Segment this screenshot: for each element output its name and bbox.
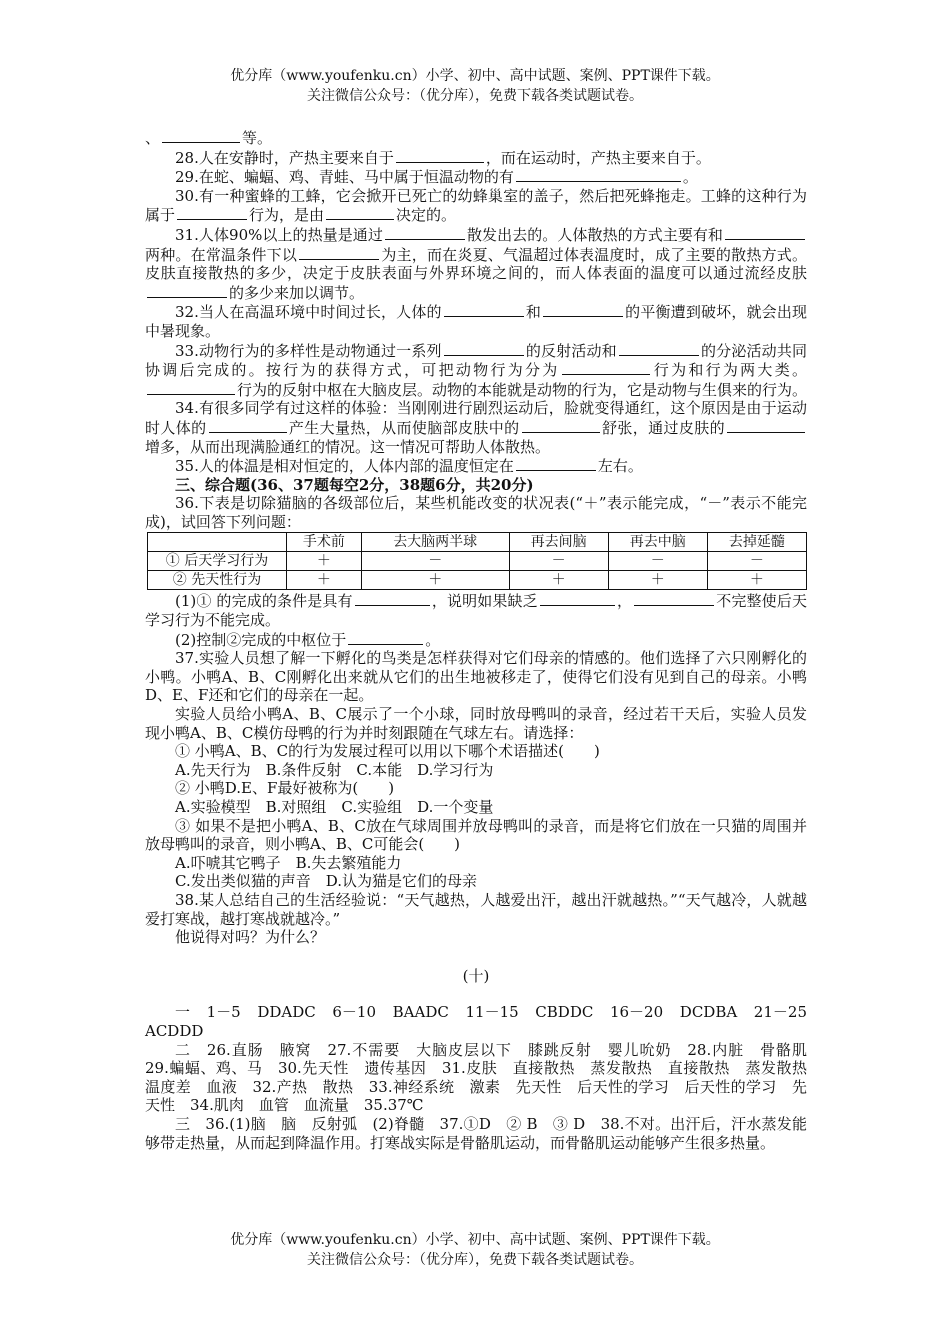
question-37-sub-3: ③ 如果不是把小鸭A、B、C放在气球周围并放母鸭叫的录音，而是将它们放在一只猫的周围并放母鸭叫的录音，则小鸭A、B、C可能会( ) [145, 816, 807, 854]
answer-blank[interactable] [444, 302, 524, 317]
header-line-1: 优分库（www.youfenku.cn）小学、初中、高中试题、案例、PPT课件下载。 [230, 68, 720, 84]
question-37-sub-2: ② 小鸭D.E、F最好被称为( ) [175, 779, 395, 798]
table-cell: ＋ [608, 571, 707, 590]
answer-blank[interactable] [348, 630, 423, 645]
answer-blank[interactable] [444, 341, 524, 356]
answer-blank[interactable] [147, 380, 235, 395]
answer-blank[interactable] [540, 591, 615, 606]
section-3-title: 三、综合题(36、37题每空2分，38题6分，共20分) [175, 475, 534, 494]
question-37-sub-2-options: A.实验模型 B.对照组 C.实验组 D.一个变量 [175, 798, 494, 816]
answer-blank[interactable] [727, 418, 805, 433]
answer-section-title: (十) [462, 966, 490, 985]
table-header-cell: 再去间脑 [509, 533, 608, 552]
question-37-para-2: 实验人员给小鸭A、B、C展示了一个小球，同时放母鸭叫的录音，经过若干天后，实验人员发现小鸭A、B、C模仿母鸭的行为并时刻跟随在气球左右。请选择： [145, 705, 807, 742]
table-cell: － [608, 552, 707, 571]
question-32: 32.当人在高温环境中时间过长，人体的 和 的平衡遭到破坏，就会出现中暑现象。 [145, 303, 807, 340]
answer-blank[interactable] [326, 205, 394, 220]
answers-part-1: 一 1－5 DDADC 6－10 BAADC 11－15 CBDDC 16－20 DCDBA 21－25 ACDDD [145, 1003, 823, 1040]
table-header-cell: 手术前 [287, 533, 362, 552]
answer-blank[interactable] [355, 591, 430, 606]
table-cell: － [707, 552, 806, 571]
answer-blank[interactable] [147, 283, 227, 298]
table-header-cell: 去大脑两半球 [361, 533, 509, 552]
question-29: 29.在蛇、蝙蝠、鸡、青蛙、马中属于恒温动物的有 。 [175, 168, 698, 187]
table-cell: － [361, 552, 509, 571]
table-header-cell [148, 533, 287, 552]
table-cell: ＋ [707, 571, 806, 590]
header-line-2: 关注微信公众号：（优分库），免费下载各类试题试卷。 [307, 88, 643, 104]
table-row [148, 552, 807, 571]
table-cell: ＋ [287, 571, 362, 590]
question-27-tail: 、 等。 [145, 129, 273, 147]
answer-blank[interactable] [634, 591, 714, 606]
table-cell: ＋ [361, 571, 509, 590]
answer-blank[interactable] [516, 167, 681, 182]
cat-brain-table [147, 532, 807, 590]
answer-blank[interactable] [522, 418, 600, 433]
table-cell: ＋ [509, 571, 608, 590]
question-37-sub-1-options: A.先天行为 B.条件反射 C.本能 D.学习行为 [175, 760, 494, 779]
answer-blank[interactable] [725, 225, 805, 240]
table-header-cell: 再去中脑 [608, 533, 707, 552]
table-cell: ① 后天学习行为 [148, 552, 287, 571]
question-30: 30.有一种蜜蜂的工蜂，它会掀开已死亡的幼蜂巢室的盖子，然后把死蜂拖走。工蜂的这种行为属于 行为，是由 决定的。 [145, 186, 807, 225]
page-footer [0, 1230, 950, 1270]
question-37-para-1: 37.实验人员想了解一下孵化的鸟类是怎样获得对它们母亲的情感的。他们选择了六只刚孵化的小鸭。小鸭A、B、C刚孵化出来就从它们的出生地被移走了，使得它们没有见到自己的母亲。小鸭D、E、F还和它们的母亲在一起。 [145, 649, 807, 705]
table-row [148, 571, 807, 590]
answer-blank[interactable] [619, 341, 699, 356]
question-36-part-1: (1)① 的完成的条件是具有 ，说明如果缺乏 ， 不完整使后天学习行为不能完成。 [145, 592, 807, 630]
question-33: 33.动物行为的多样性是动物通过一系列 的反射活动和 的分泌活动共同协调后完成的。按行为的获得方式，可把动物行为分为 行为和行为两大类。行为的反射中枢在大脑皮层。动物的本能就是动物的行为，它是动物与生俱来的行为。 [145, 341, 808, 399]
answer-blank[interactable] [562, 360, 650, 375]
table-header-row [148, 533, 807, 552]
answer-blank[interactable] [177, 205, 247, 220]
question-35: 35.人的体温是相对恒定的，人体内部的温度恒定在 左右。 [175, 457, 643, 476]
footer-line-2: 关注微信公众号：（优分库），免费下载各类试题试卷。 [307, 1252, 643, 1268]
answer-blank[interactable] [543, 302, 623, 317]
question-38-ask: 他说得对吗？为什么？ [175, 928, 326, 947]
table-cell: － [509, 552, 608, 571]
table-cell: ＋ [287, 552, 362, 571]
answer-blank[interactable] [299, 245, 379, 260]
answer-blank[interactable] [396, 148, 484, 163]
question-31: 31.人体90%以上的热量是通过 散发出去的。人体散热的方式主要有和两种。在常温条件下以 为主，而在炎夏、气温超过体表温度时，成了主要的散热方式。皮肤直接散热的多少，决定于皮肤表面与外界环境之间的，而人体表面的温度可以通过流经皮肤的多少来加以调节。 [145, 225, 807, 302]
question-37-sub-1: ① 小鸭A、B、C的行为发展过程可以用以下哪个术语描述( ) [175, 742, 600, 761]
answer-blank[interactable] [209, 418, 287, 433]
answers-part-3: 三 36.(1)脑 脑 反射弧 (2)脊髓 37.①D ② B ③ D 38.不对。出汗后，汗水蒸发能够带走热量，从而起到降温作用。打寒战实际是骨骼肌运动，而骨骼肌运动能够产生很多热量。 [145, 1114, 807, 1152]
question-38: 38.某人总结自己的生活经验说：“天气越热，人越爱出汗，越出汗就越热。”“天气越冷，人就越爱打寒战，越打寒战就越冷。” [145, 890, 807, 928]
question-37-sub-3-options-b: C.发出类似猫的声音 D.认为猫是它们的母亲 [175, 872, 477, 891]
question-36-intro: 36.下表是切除猫脑的各级部位后，某些机能改变的状况表(“＋”表示能完成，“－”表示不能完成)，试回答下列问题： [145, 494, 807, 531]
page-header [0, 66, 950, 106]
question-37-sub-3-options-a: A.吓唬其它鸭子 B.失去繁殖能力 [175, 853, 402, 872]
table-cell: ② 先天性行为 [148, 571, 287, 590]
question-34: 34.有很多同学有过这样的体验：当刚刚进行剧烈运动后，脸就变得通红，这个原因是由于运动时人体的 产生大量热，从而使脑部皮肤中的 舒张，通过皮肤的增多，从而出现满脸通红的情况。这一情况可帮助人体散热。 [145, 399, 807, 456]
answer-blank[interactable] [385, 225, 465, 240]
answer-blank[interactable] [516, 456, 596, 471]
answer-blank[interactable] [162, 128, 240, 143]
question-36-part-2: (2)控制②完成的中枢位于 。 [175, 630, 441, 649]
footer-line-1: 优分库（www.youfenku.cn）小学、初中、高中试题、案例、PPT课件下载。 [230, 1232, 720, 1248]
answers-part-2: 二 26.直肠 腋窝 27.不需要 大脑皮层以下 膝跳反射 婴儿吮奶 28.内脏 骨骼肌 29.蝙蝠、鸡、马 30.先天性 遗传基因 31.皮肤 直接散热 蒸发散热 直接散热 蒸发散热 温度差 血液 32.产热 散热 33.神经系统 激素 先天性 后天性的学习 后天性的学习 先天性 34.肌肉 血管 血流量 35.37℃ [145, 1040, 823, 1115]
document-body [145, 128, 823, 1152]
question-28: 28.人在安静时，产热主要来自于 ，而在运动时，产热主要来自于。 [175, 148, 711, 167]
table-header-cell: 去掉延髓 [707, 533, 806, 552]
